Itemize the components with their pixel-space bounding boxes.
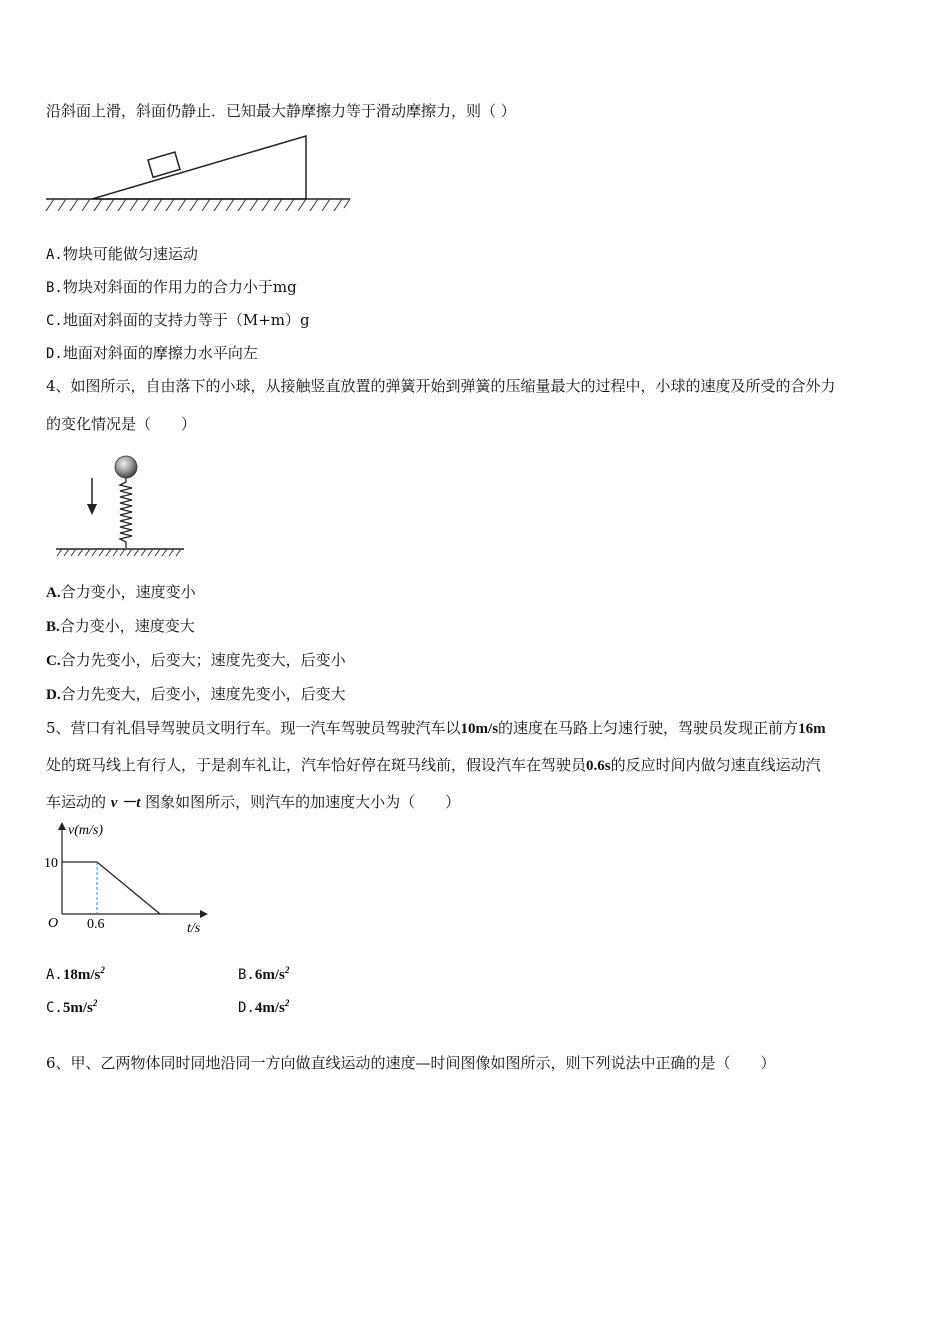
velocity-line	[62, 862, 160, 914]
q4-stem-line1: 4、如图所示，自由落下的小球，从接触竖直放置的弹簧开始到弹簧的压缩量最大的过程中，小球的速度及所受的合外力	[46, 377, 836, 395]
q5-stem-line3: 车运动的 v －t 图象如图所示，则汽车的加速度大小为（ ）	[46, 793, 461, 811]
q3-stem-tail: 沿斜面上滑，斜面仍静止．已知最大静摩擦力等于滑动摩擦力，则（ ）	[46, 102, 516, 120]
q4-option-c: C.合力先变小，后变大；速度先变大，后变小	[46, 651, 346, 669]
x-axis-label: t/s	[187, 921, 201, 936]
q6-stem-line1: 6、甲、乙两物体同时同地沿同一方向做直线运动的速度—时间图像如图所示，则下列说法中正确的是（ ）	[46, 1054, 776, 1072]
q4-stem-line2: 的变化情况是（ ）	[46, 415, 197, 433]
q5-option-d: $D.4m/s^2$	[238, 998, 290, 1016]
q5-option-b: $B.6m/s^2$	[238, 965, 290, 983]
q3-option-c: C.地面对斜面的支持力等于（M+m）g	[46, 311, 310, 329]
q4-option-a: A.合力变小，速度变小	[46, 583, 196, 601]
ball	[115, 456, 137, 478]
block	[148, 152, 180, 177]
q3-option-b: B.物块对斜面的作用力的合力小于mg	[46, 278, 297, 296]
q4-option-b: B.合力变小，速度变大	[46, 617, 195, 635]
q3-option-a: A.物块可能做匀速运动	[46, 245, 198, 263]
spring-figure	[54, 452, 190, 562]
x-tick-label: 0.6	[87, 917, 105, 932]
y-axis-label: v(m/s)	[68, 823, 103, 838]
q5-option-c: $C.5m/s^2$	[46, 998, 98, 1016]
q3-option-d: D.地面对斜面的摩擦力水平向左	[46, 344, 258, 362]
q5-option-a: $A.18m/s^2$	[46, 965, 105, 983]
q5-stem-line2: 处的斑马线上有行人，于是刹车礼让，汽车恰好停在斑马线前，假设汽车在驾驶员0.6s的反应时间内做匀速直线运动汽	[46, 756, 821, 774]
q5-stem-line1: 5、营口有礼倡导驾驶员文明行车。现一汽车驾驶员驾驶汽车以10m/s的速度在马路上匀速行驶，驾驶员发现正前方16m	[46, 719, 826, 737]
incline-figure	[44, 132, 354, 214]
spring	[120, 478, 132, 548]
vt-graph	[40, 818, 210, 940]
origin-label: O	[48, 916, 59, 931]
y-tick-label: 10	[44, 856, 58, 871]
q4-option-d: D.合力先变大，后变小，速度先变小，后变大	[46, 685, 346, 703]
